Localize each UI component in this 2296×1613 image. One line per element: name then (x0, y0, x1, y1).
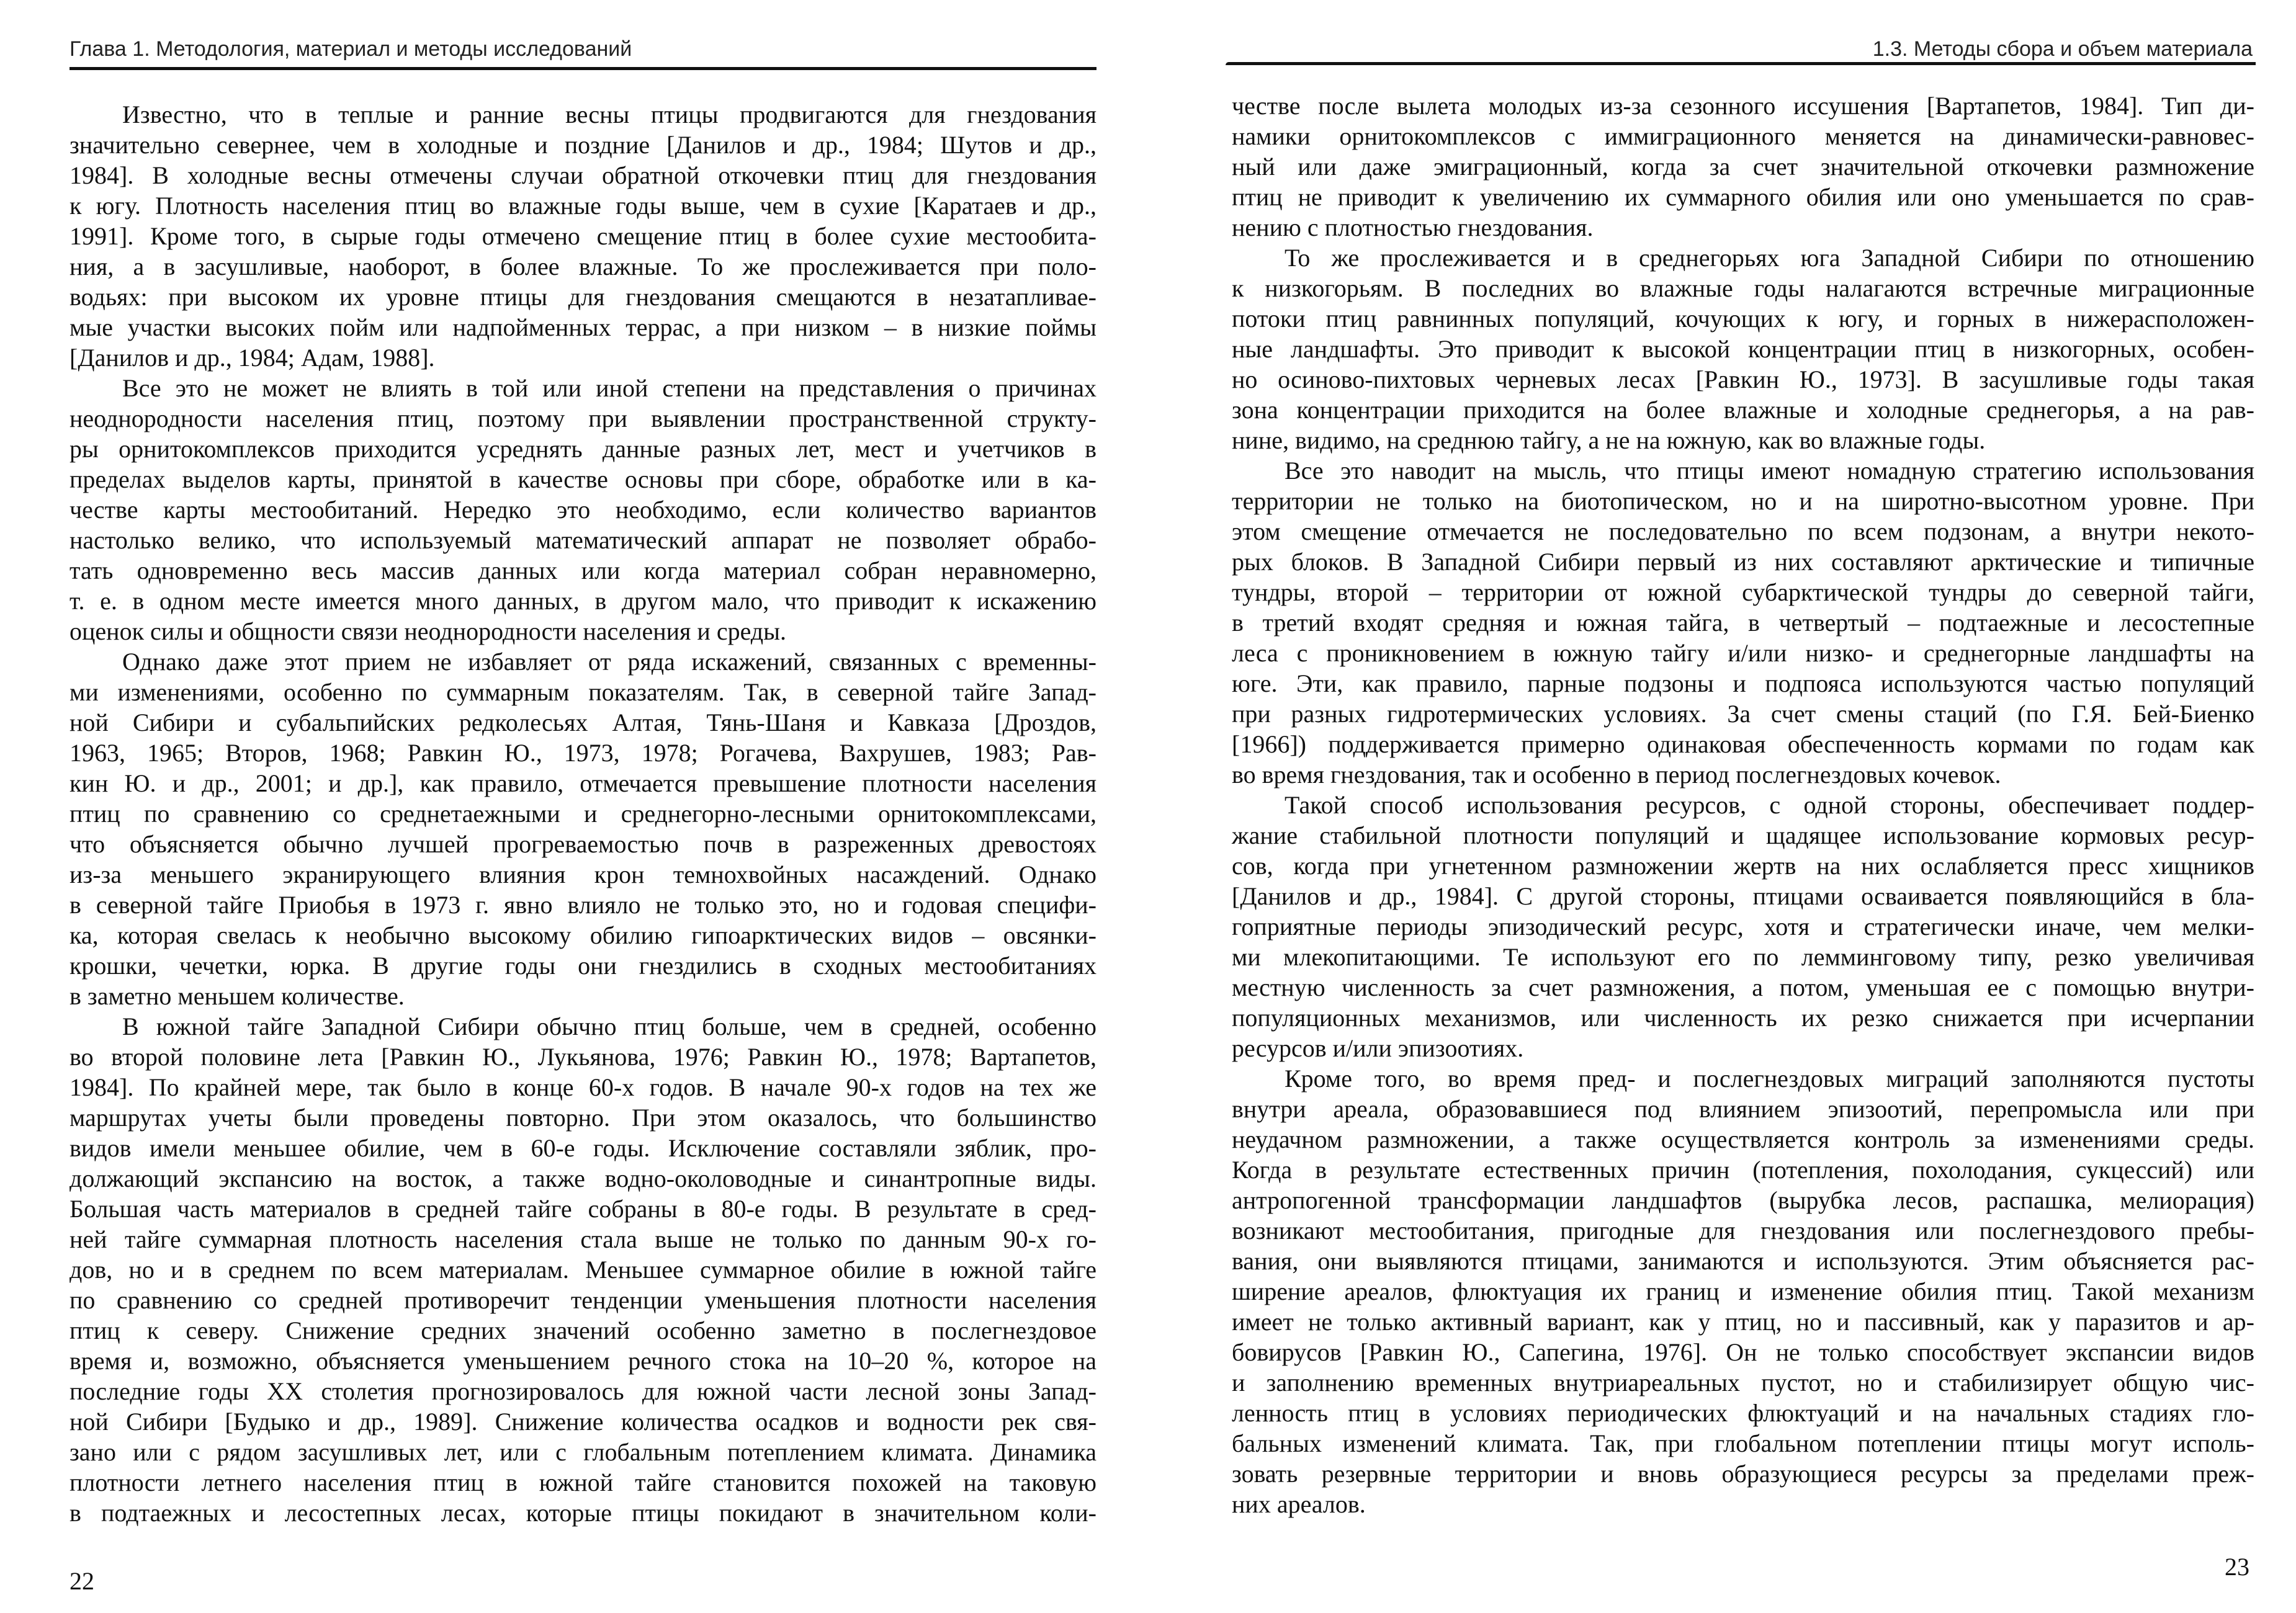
paragraph (1232, 91, 2254, 243)
running-header-left: Глава 1. Методология, материал и методы исследований (70, 37, 632, 61)
text-line: честве после вылета молодых из-за сезонного иссушения [Вартапетов, 1984]. Тип ди- (1232, 92, 2254, 120)
paragraph (1232, 1063, 2254, 1519)
text-line: и заполнению временных внутриареальных пустот, но и стабилизирует общую чис- (1232, 1369, 2254, 1396)
text-line: кин Ю. и др., 2001; и др.], как правило, отмечается превышение плотности населения (70, 769, 1096, 797)
text-line: ный или даже эмиграционный, когда за счет значительной откочевки размножение (1232, 153, 2254, 181)
text-line: Все это наводит на мысль, что птицы имеют номадную стратегию использования (1285, 457, 2254, 485)
text-line: внутри ареала, образовавшиеся под влиянием эпизоотий, перепромысла или при (1232, 1095, 2254, 1123)
text-line: [Данилов и др., 1984; Адам, 1988]. (70, 344, 435, 372)
text-line: ми млекопитающими. Те используют его по лемминговому типу, резко увеличивая (1232, 943, 2254, 971)
text-line: 1991]. Кроме того, в сырые годы отмечено смещение птиц в более сухие местообита- (70, 222, 1096, 250)
text-line: 1963, 1965; Второв, 1968; Равкин Ю., 1973, 1978; Рогачева, Вахрушев, 1983; Рав- (70, 739, 1096, 767)
text-line: что объясняется обычно лучшей прогреваемостью почв в разреженных древостоях (70, 830, 1096, 858)
text-line: из-за меньшего экранирующего влияния крон темнохвойных насаждений. Однако (70, 860, 1096, 888)
page-number-right: 23 (2225, 1553, 2249, 1581)
text-line: при разных гидротермических условиях. За счет смены стаций (по Г.Я. Бей-Биенко (1232, 700, 2254, 728)
running-header-right: 1.3. Методы сбора и объем материала (1872, 37, 2253, 61)
text-line: плотности летнего населения птиц в южной тайге становится похожей на таковую (70, 1468, 1096, 1496)
text-line: вания, они выявляются птицами, занимаются и используются. Этим объясняется рас- (1232, 1247, 2254, 1275)
text-line: ресурсов и/или эпизоотиях. (1232, 1034, 1524, 1062)
text-line: ния, а в засушливые, наоборот, в более влажные. То же прослеживается при поло- (70, 252, 1096, 280)
text-line: в подтаежных и лесостепных лесах, которые птицы покидают в значительном коли- (70, 1499, 1096, 1527)
text-line: рых блоков. В Западной Сибири первый из них составляют арктические и типичные (1232, 548, 2254, 576)
text-line: [1966]) поддерживается примерно одинаковая обеспеченность кормами по годам как (1232, 730, 2254, 758)
text-line: То же прослеживается и в среднегорьях юга Западной Сибири по отношению (1285, 244, 2254, 272)
text-line: возникают местообитания, пригодные для гнездования или послегнездового пребы- (1232, 1217, 2254, 1244)
text-line: 1984]. По крайней мере, так было в конце 60-х годов. В начале 90-х годов на тех же (70, 1073, 1096, 1101)
text-line: по сравнению со средней противоречит тенденции уменьшения плотности населения (70, 1286, 1096, 1314)
text-line: птиц не приводит к увеличению их суммарного обилия или оно уменьшается по срав- (1232, 183, 2254, 211)
text-line: птиц к северу. Снижение средних значений особенно заметно в послегнездовое (70, 1316, 1096, 1344)
text-line: гоприятные периоды эпизодический ресурс, хотя и стратегически иначе, чем мелки- (1232, 913, 2254, 941)
text-line: но осиново-пихтовых черневых лесах [Равкин Ю., 1973]. В засушливые годы такая (1232, 365, 2254, 393)
text-line: дов, но и в среднем по всем материалам. Меньшее суммарное обилие в южной тайге (70, 1256, 1096, 1284)
text-line: Большая часть материалов в средней тайге собраны в 80-е годы. В результате в сред- (70, 1195, 1096, 1223)
text-line: потоки птиц равнинных популяций, кочующих к югу, и горных в нижерасположен- (1232, 305, 2254, 333)
text-line: территории не только на биотопическом, но и на широтно-высотном уровне. При (1232, 487, 2254, 515)
text-line: к югу. Плотность населения птиц во влажные годы выше, чем в сухие [Каратаев и др., (70, 192, 1096, 220)
text-line: в северной тайге Приобья в 1973 г. явно влияло не только это, но и годовая специфи- (70, 891, 1096, 919)
text-line: зано или с рядом засушливых лет, или с глобальным потеплением климата. Динамика (70, 1438, 1096, 1466)
text-line: к низкогорьям. В последних во влажные годы налагаются встречные миграционные (1232, 274, 2254, 302)
text-line: во время гнездования, так и особенно в период послегнездовых кочевок. (1232, 761, 2001, 789)
text-line: зона концентрации приходится на более влажные и холодные среднегорья, а на рав- (1232, 396, 2254, 424)
text-line: ней тайге суммарная плотность населения стала выше не только по данным 90-х го- (70, 1225, 1096, 1253)
text-line: ной Сибири [Будыко и др., 1989]. Снижение количества осадков и водности рек свя- (70, 1408, 1096, 1436)
text-line: в третий входят средняя и южная тайга, в четвертый – подтаежные и лесостепные (1232, 609, 2254, 637)
text-line: леса с проникновением в южную тайгу и/или низко- и среднегорные ландшафты на (1232, 639, 2254, 667)
paragraph (70, 1011, 1096, 1528)
text-line: [Данилов и др., 1984]. С другой стороны, птицами осваивается появляющийся в бла- (1232, 882, 2254, 910)
text-line: Кроме того, во время пред- и послегнездовых миграций заполняются пустоты (1285, 1065, 2254, 1092)
text-line: время и, возможно, объясняется уменьшением речного стока на 10–20 %, которое на (70, 1347, 1096, 1375)
header-rule-left (70, 67, 1096, 70)
text-line: оценок силы и общности связи неоднородности населения и среды. (70, 617, 787, 645)
text-line: последние годы XX столетия прогнозировалось для южной части лесной зоны Запад- (70, 1377, 1096, 1405)
text-line: в заметно меньшем количестве. (70, 982, 405, 1010)
text-line: видов имели меньшее обилие, чем в 60-е годы. Исключение составляли зяблик, про- (70, 1134, 1096, 1162)
text-line: бовирусов [Равкин Ю., Сапегина, 1976]. Он не только способствует экспансии видов (1232, 1338, 2254, 1366)
paragraph (1232, 790, 2254, 1063)
paragraph (70, 373, 1096, 646)
text-line: намики орнитокомплексов с иммиграционного меняется на динамически-равновес- (1232, 122, 2254, 150)
text-column-right (1232, 91, 2254, 1519)
text-line: птиц по сравнению со среднетаежными и среднегорно-лесными орнитокомплексами, (70, 800, 1096, 828)
text-line: неудачном размножении, а также осуществляется контроль за изменениями среды. (1232, 1125, 2254, 1153)
paragraph (1232, 455, 2254, 790)
text-line: честве карты местообитаний. Нередко это необходимо, если количество вариантов (70, 496, 1096, 524)
text-line: настолько велико, что используемый математический аппарат не позволяет обрабо- (70, 526, 1096, 554)
text-line: местную численность за счет размножения, а потом, уменьшая ее с помощью внутри- (1232, 973, 2254, 1001)
text-line: значительно севернее, чем в холодные и поздние [Данилов и др., 1984; Шутов и др., (70, 131, 1096, 159)
text-line: Однако даже этот прием не избавляет от ряда искажений, связанных с временны- (122, 648, 1096, 676)
text-line: должающий экспансию на восток, а также водно-околоводные и синантропные виды. (70, 1164, 1096, 1192)
text-line: тать одновременно весь массив данных или когда материал собран неравномерно, (70, 556, 1096, 584)
paragraph (70, 99, 1096, 373)
text-line: Такой способ использования ресурсов, с одной стороны, обеспечивает поддер- (1285, 791, 2254, 819)
text-column-left (70, 99, 1096, 1528)
text-line: бальных изменений климата. Так, при глобальном потеплении птицы могут исполь- (1232, 1429, 2254, 1457)
text-line: них ареалов. (1232, 1490, 1366, 1518)
text-line: ка, которая свелась к необычно высокому обилию гипоарктических видов – овсянки- (70, 921, 1096, 949)
text-line: тундры, второй – территории от южной субарктической тундры до северной тайги, (1232, 578, 2254, 606)
text-line: Когда в результате естественных причин (потепления, похолодания, сукцессий) или (1232, 1156, 2254, 1184)
text-line: мые участки высоких пойм или надпойменных террас, а при низком – в низкие поймы (70, 313, 1096, 341)
page-number-left: 22 (70, 1567, 94, 1595)
text-line: неоднородности населения птиц, поэтому при выявлении пространственной структу- (70, 404, 1096, 432)
paragraph (70, 646, 1096, 1011)
text-line: популяционных механизмов, или численность их резко снижается при исчерпании (1232, 1004, 2254, 1032)
text-line: пределах выделов карты, принятой в качестве основы при сборе, обработке или в ка- (70, 465, 1096, 493)
text-line: зовать резервные территории и вновь образующиеся ресурсы за пределами преж- (1232, 1460, 2254, 1488)
paragraph (1232, 243, 2254, 455)
text-line: 1984]. В холодные весны отмечены случаи обратной откочевки птиц для гнездования (70, 161, 1096, 189)
text-line: имеет не только активный вариант, как у птиц, но и пассивный, как у паразитов и ар- (1232, 1308, 2254, 1336)
text-line: юге. Эти, как правило, парные подзоны и подпояса используются частью популяций (1232, 669, 2254, 697)
text-line: сов, когда при угнетенном размножении жертв на них ослабляется пресс хищников (1232, 852, 2254, 880)
header-rule-right (1226, 62, 2256, 65)
text-line: водьях: при высоком их уровне птицы для гнездования смещаются в незатапливае- (70, 283, 1096, 311)
text-line: жание стабильной плотности популяций и щадящее использование кормовых ресур- (1232, 821, 2254, 849)
text-line: нине, видимо, на среднюю тайгу, а не на южную, как во влажные годы. (1232, 426, 1986, 454)
text-line: ширение ареалов, флюктуация их границ и изменение обилия птиц. Такой механизм (1232, 1277, 2254, 1305)
text-line: маршрутах учеты были проведены повторно. При этом оказалось, что большинство (70, 1104, 1096, 1132)
text-line: Все это не может не влиять в той или иной степени на представления о причинах (122, 374, 1096, 402)
text-line: ленность птиц в условиях периодических флюктуаций и на начальных стадиях гло- (1232, 1399, 2254, 1427)
text-line: ные ландшафты. Это приводит к высокой концентрации птиц в низкогорных, особен- (1232, 335, 2254, 363)
text-line: ми изменениями, особенно по суммарным показателям. Так, в северной тайге Запад- (70, 678, 1096, 706)
text-line: этом смещение отмечается не последовательно по всем подзонам, а внутри некото- (1232, 517, 2254, 545)
text-line: ной Сибири и субальпийских редколесьях Алтая, Тянь-Шаня и Кавказа [Дроздов, (70, 708, 1096, 736)
text-line: нению с плотностью гнездования. (1232, 213, 1594, 241)
text-line: крошки, чечетки, юрка. В другие годы они гнездились в сходных местообитаниях (70, 952, 1096, 980)
text-line: т. е. в одном месте имеется много данных, в другом мало, что приводит к искажению (70, 587, 1096, 615)
text-line: Известно, что в теплые и ранние весны птицы продвигаются для гнездования (122, 101, 1096, 128)
text-line: во второй половине лета [Равкин Ю., Лукьянова, 1976; Равкин Ю., 1978; Вартапетов, (70, 1043, 1096, 1071)
text-line: ры орнитокомплексов приходится усреднять данные разных лет, мест и учетчиков в (70, 435, 1096, 463)
text-line: В южной тайге Западной Сибири обычно птиц больше, чем в средней, особенно (122, 1012, 1096, 1040)
text-line: антропогенной трансформации ландшафтов (вырубка лесов, распашка, мелиорация) (1232, 1186, 2254, 1214)
